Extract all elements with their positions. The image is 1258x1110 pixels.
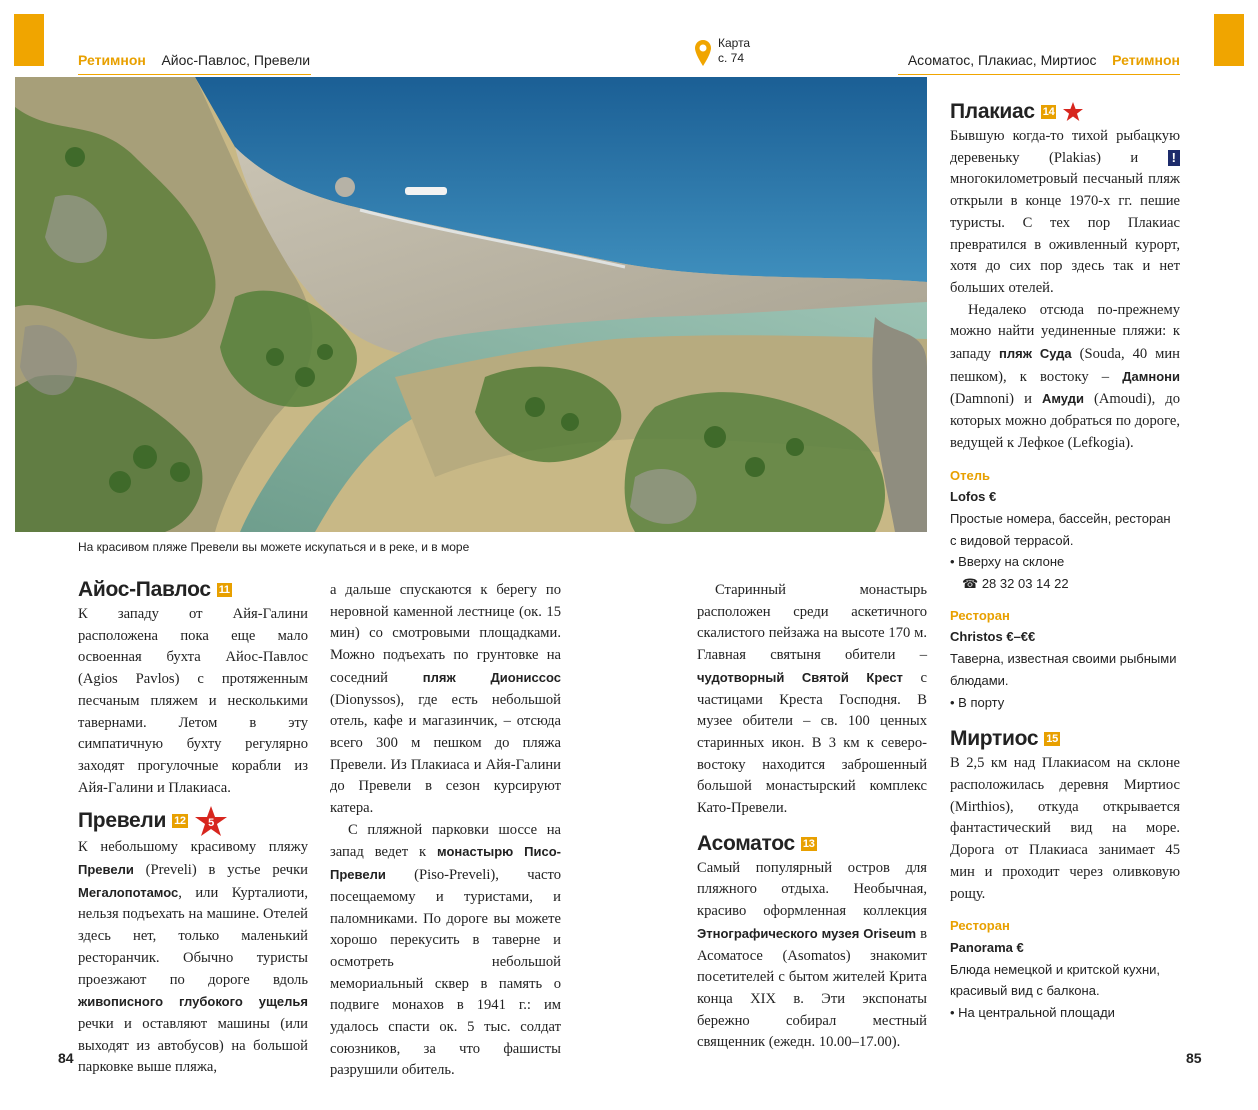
star-rating-value: 5 (207, 817, 214, 830)
agios-pavlos-text: К западу от Айя-Галини расположена пока еще мало освоенная бухта Айос-Павлос (Agios Pavlos) с протяженным песчаным пляжем и несколькими тавернами. Летом в эту симпатичную бухту регулярно заходят прогулочные корабли из Айя-Галини и Плакиаса. (78, 606, 308, 796)
photo-caption: На красивом пляже Превели вы можете искупаться и в реке, и в море (78, 540, 470, 554)
preveli-map-number: 12 (174, 815, 186, 828)
section-heading-agios-pavlos (78, 576, 308, 604)
asomatos-map-number: 13 (802, 837, 815, 850)
mirtios-restaurant-location: • На центральной площади (950, 1005, 1115, 1021)
agios-pavlos-map-number: 11 (218, 584, 230, 596)
section-heading-preveli (78, 805, 308, 837)
mirtios-paragraph: В 2,5 км над Плакиасом на склоне расположилась деревня Миртиос (Mirthios), откуда открывается фантастический вид на море. Дорога от Плакиаса занимает 45 мин и проходит через оливковую рощу. (950, 755, 1180, 902)
hotel-description: Простые номера, бассейн, ресторан с видовой террасой. (950, 510, 1171, 548)
page-number-right: 85 (1186, 1050, 1202, 1066)
asomatos-title: Асоматос (697, 831, 795, 855)
monastery-paragraph: Старинный монастырь расположен среди аскетичного скалистого пейзажа на высоте 170 м. Главная святыня обители – чудотворный Святой Крест с частицами Креста Господня. В музее обители – св. 100 ценных старинных икон. В 3 км к северо-востоку находится заброшенный большой монастырский комплекс Като-Превели. (697, 582, 927, 817)
mirtios-map-number: 15 (1046, 733, 1058, 746)
restaurant-listing (950, 626, 1180, 713)
hotel-location: • Вверху на склоне (950, 554, 1065, 570)
mirtios-restaurant-name: Panorama € (950, 939, 1024, 955)
running-header-right (908, 52, 1180, 68)
header-title-left: Айос-Павлос, Превели (161, 52, 311, 68)
star-rating-icon (194, 805, 228, 837)
chapter-tab-left (14, 14, 44, 66)
section-heading-mirtios (950, 725, 1180, 753)
restaurant-description: Таверна, известная своими рыбными блюдами. (950, 651, 1177, 688)
section-heading-plakias (950, 98, 1180, 126)
header-region-left: Ретимнон (78, 52, 146, 68)
column-3 (697, 580, 927, 1054)
column-2 (330, 580, 561, 1082)
column-4 (950, 98, 1180, 1024)
star-icon (1062, 101, 1084, 123)
phone-icon: ☎ (962, 576, 979, 592)
map-pin-icon (694, 39, 712, 67)
preveli-paragraph-3: С пляжной парковки шоссе на запад ведет к монастырю Писо-Превели (Piso-Preveli), часто посещаемому и туристами, и паломниками. По дороге вы можете хорошо перекусить в таверне и осмотреть небольшой мемориальный сквер в память о подвиге монахов в 1941 г.: им удалось спасти ок. 5 тыс. солдат союзников, за что фашисты разрушили обитель. (330, 821, 561, 1079)
restaurant-name: Christos €–€€ (950, 629, 1036, 645)
chapter-tab-right (1214, 14, 1244, 66)
tip-marker-icon: ! (1168, 150, 1180, 166)
header-region-right: Ретимнон (1112, 52, 1180, 68)
mirtios-restaurant-description: Блюда немецкой и критской кухни, красивый вид с балкона. (950, 961, 1161, 999)
restaurant-location: • В порту (950, 694, 1005, 710)
hotel-name: Lofos € (950, 489, 997, 505)
map-label: Карта (718, 36, 751, 50)
plakias-paragraph-2: Недалеко отсюда по-прежнему можно найти уединенные пляжи: к западу пляж Суда (Souda, 40 мин пешком), к востоку – Дамнони (Damnoni) и Амуди (Amoudi), до которых можно добраться по дороге, ведущей к Лефкое (Lefkogia). (950, 301, 1180, 451)
page-number-left: 84 (58, 1050, 74, 1066)
mirtios-restaurant-label: Ресторан (950, 918, 1010, 934)
agios-pavlos-title: Айос-Павлос (78, 578, 211, 601)
hotel-listing (950, 486, 1180, 595)
mirtios-restaurant-listing (950, 937, 1180, 1024)
plakias-paragraph-1: Бывшую когда-то тихой рыбацкую деревеньку (Plakias) и ! многокилометровый песчаный пляж открыли в конце 1970-х гг. пешие туристы. С тех пор Плакиас превратился в оживленный курорт, хотя до сих пор здесь так и нет больших отелей. (950, 128, 1180, 296)
preveli-title: Превели (78, 809, 167, 833)
hotel-phone: ☎ 28 32 03 14 22 (962, 576, 1069, 592)
map-page: с. 74 (718, 51, 745, 65)
preveli-beach-photo (15, 77, 927, 532)
preveli-paragraph-1: К небольшому красивому пляжу Превели (Preveli) в устье речки Мегалопотамос, или Курталиоти, нельзя подъехать на машине. Отелей здесь нет, только маленький ресторанчик. Обычно туристы проезжают по дороге вдоль живописного глубокого ущелья речки и оставляют машины (или выходят из автобусов) на большой парковке выше пляжа, (78, 839, 308, 1076)
header-title-right: Асоматос, Плакиас, Миртиос (907, 52, 1097, 68)
running-header-left (78, 52, 310, 68)
header-rule-right (898, 74, 1180, 75)
column-1 (78, 576, 308, 1079)
header-rule-left (78, 74, 311, 75)
restaurant-label: Ресторан (950, 607, 1010, 623)
preveli-paragraph-2: а дальше спускаются к берегу по неровной каменной лестнице (ок. 15 мин) со смотровыми площадками. Можно подъехать по грунтовке на соседний пляж Диониссос (Dionyssos), где есть небольшой отель, кафе и магазинчик, – отсюда всего 300 м пешком до пляжа Превели. Из Плакиаса и Айя-Галини до Превели в сезон курсируют катера. (330, 582, 561, 817)
plakias-map-number: 14 (1042, 106, 1055, 118)
section-heading-asomatos (697, 830, 927, 858)
plakias-title: Плакиас (950, 100, 1035, 123)
asomatos-paragraph: Самый популярный остров для пляжного отдыха. Необычная, красиво оформленная коллекция Этнографического музея Oriseum в Асоматосе (Asomatos) знакомит посетителей с бытом жителей Крита конца XIX в. Эти экспонаты бережно собирал местный священник (ежедн. 10.00–17.00). (697, 859, 927, 1051)
mirtios-title: Миртиос (950, 727, 1039, 751)
hotel-label: Отель (950, 467, 990, 483)
